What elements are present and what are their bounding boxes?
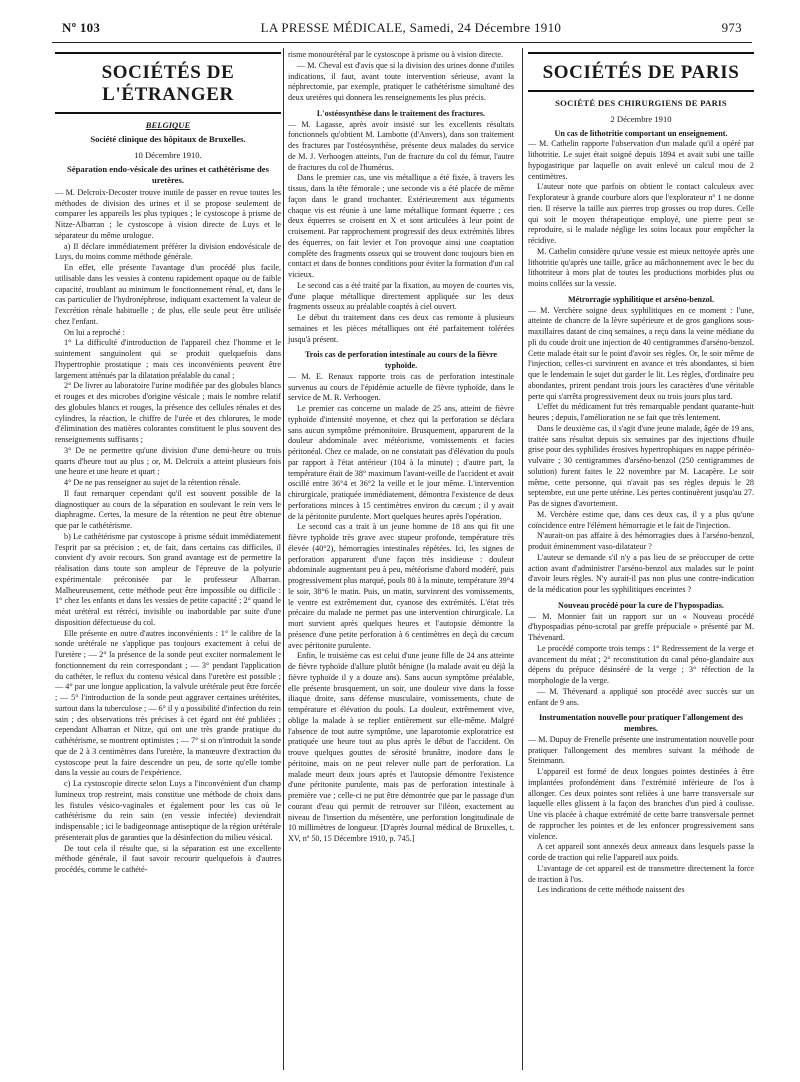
paragraph: — M. Thévenard a appliqué son procédé avec succès sur un enfant de 9 ans. <box>528 686 754 707</box>
column-1 <box>55 50 281 876</box>
session-date: 10 Décembre 1910. <box>134 149 202 160</box>
paragraph: 3° De ne permettre qu'une division d'une demi-heure ou trois quarts d'heure tout au plus ; or, M. Delcroix a atteint plusieurs fois une heure et une heure et quart ; <box>55 445 281 477</box>
paragraph: Dans le premier cas, une vis métallique a été fixée, à travers les tissus, dans la tête fémorale ; une seconde vis a été placée de même façon dans le grand trochanter. Extérieurement aux téguments chaque vis est réunie à une lame métallique formant équerre ; ces deux équerres se croisent en X et sont articulées à leur point de croisement. Par rapprochement progressif des deux extrémités libres des équerres, on fait levier et l'on provoque ainsi une coaptation complète des fragments osseux qui se trouvent donc toujours bien en contact et dans de bonnes conditions pour éviter la formation d'un cal vicieux. <box>288 173 514 279</box>
article-body <box>288 372 514 845</box>
issue-number: Nº 103 <box>62 20 101 35</box>
column-2 <box>288 50 514 845</box>
paragraph: A cet appareil sont annexés deux anneaux dans lesquels passe la corde de traction qui relie l'appareil aux poids. <box>528 842 754 862</box>
paragraph: Le premier cas concerne un malade de 25 ans, atteint de fièvre typhoïde d'intensité moyenne, et chez qui la perforation se déclara sans aucun symptôme prémonitoire. Brusquement, apparurent de la douleur abdominale avec météorisme, vomissements et facies péritonéal. Chez ce malade, on ne constatait pas d'élévation du pouls par rapport à l'état antérieur (104 à la minute) ; d'autre part, la température était de 38° maximum l'avant-veille de l'accident et avait oscillé entre 36°4 et 36°2 la veille et le jour même. L'intervention chirurgicale, pratiquée immédiatement, démontra l'existence de deux perforations minces à 15 centimètres environ du cæcum ; il y avait de la péritonite purulente. Mort quelques heures après l'opération. <box>288 404 514 521</box>
paragraph: — M. Lagasse, après avoir insisté sur les excellents résultats fonctionnels qu'obtient M. Lambotte (d'Anvers), dans son traitement des fractures par l'ostéosynthèse, présente deux malades du service de M. J. Verhoogen atteints, l'un de fracture du col du fémur, l'autre de fractures du col de l'humérus. <box>288 119 514 172</box>
section-banner: SOCIÉTÉS DE PARIS <box>528 52 754 92</box>
paragraph: — M. Dupuy de Frenelle présente une instrumentation nouvelle pour pratiquer l'allongement des membres suivant la méthode de Steinmann. <box>528 734 754 766</box>
paragraph: Dans le deuxième cas, il s'agit d'une jeune malade, âgée de 19 ans, traitée sans résultat depuis six semaines par des injections d'huile grise pour des syphilides érosives hypertrophiques en nappe périnéo-vulvaire ; 30 centigrammes d'arséno-benzol (250 centigrammes de solution) furent faites le 22 novembre par M. Lacapère. Le soir même, cette personne, qui n'avait pas ses règles depuis le 28 septembre, eut une perte utérine. Les pertes continuèrent jusqu'au 27. Pas de signes d'avortement. <box>528 423 754 508</box>
paragraph: L'appareil est formé de deux longues pointes destinées à être implantées profondément dans l'extrémité inférieure de l'os à allonger. Ces deux pointes sont reliées à une barre transversale sur laquelle elles glissent à la façon des branches d'un pied à coulisse. Une vis placée à chaque extrémité de cette barre transversale permet de rapprocher les pointes et de les enfoncer progressivement sans violence. <box>528 767 754 841</box>
paragraph: Le début du traitement dans ces deux cas remonte à plusieurs semaines et les pièces métalliques ont été parfaitement tolérées jusqu'à présent. <box>288 313 514 344</box>
paragraph: L'auteur note que parfois on obtient le contact calculeux avec l'explorateur à grande courbure alors que l'explorateur nº 1 ne donne rien. Il réserve la taille aux pierres trop grosses ou trop dures. Celle qui soit le moyen thérapeutique employé, une pierre peut se reproduire, si le malade néglige les soins locaux pour empêcher la récidive. <box>528 182 754 245</box>
society-heading: SOCIÉTÉ DES CHIRURGIENS DE PARIS <box>555 98 727 108</box>
paragraph: — M. Cheval est d'avis que si la division des urines donne d'utiles indications, il faut, avant toute intervention sérieuse, avant la néphrectomie, par exemple, pratiquer le cathétérisme simultané des deux uretères qui donnera les renseignements les plus précis. <box>288 60 514 102</box>
paragraph: L'avantage de cet appareil est de transmettre directement la force de traction à l'os. <box>528 863 754 884</box>
paragraph: Elle présente en outre d'autres inconvénients : 1° le calibre de la sonde urétérale ne s'applique pas toujours exactement à celui de l'uretère ; — 2° la présence de la sonde peut exciter normalement le fonctionnement du rein correspondant ; — 3° pendant l'application du cathéter, le reflux du contenu vésical dans l'uretère est possible ; — 4° par une longue application, la valvule urétérale peut être forcée ; — 5° l'introduction de la sonde peut aggraver certaines urétérites, surtout dans la tuberculose ; — 6° il y a possibilité d'infection du rein sain ; des observations très précises à cet égard ont été publiées ; cependant Albarran et Nitze, qui ont une très grande pratique du cathétérisme, se montrent optimistes ; — 7° si on n'introduit la sonde que de 2 à 3 centimètres dans l'uretère, la manœuvre d'extraction du cystoscope peut la faire descendre un peu, de sorte qu'elle tombe dans la vessie au cours de l'expérience. <box>55 628 281 778</box>
paragraph: De tout cela il résulte que, si la séparation est une excellente méthode générale, il faut savoir recourir quelquefois à d'autres procédés, comme le cathété- <box>55 843 281 874</box>
article-title: Trois cas de perforation intestinale au cours de la fièvre typhoïde. <box>304 350 498 370</box>
header-rule <box>52 42 752 43</box>
column-separator <box>522 48 523 1070</box>
article-title: Un cas de lithotritie comportant un enseignement. <box>554 128 728 138</box>
paragraph: 1° La difficulté d'introduction de l'appareil chez l'homme et le suintement sanguinolent qui se produit quelquefois dans l'hypertrophie prostatique ; mais ces inconvénients peuvent être largement atténués par la dilatation préalable du canal ; <box>55 338 281 380</box>
paragraph: b) Le cathétérisme par cystoscope à prisme séduit immédiatement l'esprit par sa précision ; et, de fait, dans certains cas difficiles, il convient d'y avoir recours. Son grand avantage est de permettre la réalisation dans toute son ampleur de l'épreuve de la polyurie expérimentale préconisée par le professeur Albarran. Malheureusement, cette méthode peut être impossible ou difficile : 1° chez les enfants et dans les vessies de petite capacité ; 2° quand le méat urétéral est rétréci, invisible ou inabordable par suite d'une disposition défectueuse du col. <box>55 531 281 627</box>
column-3 <box>528 50 754 896</box>
society-heading: Société clinique des hôpitaux de Bruxelles. <box>90 133 246 144</box>
paragraph: Les indications de cette méthode naissent des <box>537 885 685 895</box>
paragraph: N'aurait-on pas affaire à des hémorragies dues à l'arséno-benzol, produit éminemment vaso-dilatateur ? <box>528 531 754 551</box>
paragraph: — M. Verchère soigne deux syphilitiques en ce moment : l'une, atteinte de chancre de la lèvre supérieure et de gros ganglions sous-maxillaires datant de cinq semaines, a reçu dans la veine médiane du pli du coude droit une injection de 40 centigrammes d'arséno-benzol. Cette malade était sur le point d'avoir ses règles. Or, le soir même de l'injection, celles-ci survinrent en avance et très abondantes, si bien que le lendemain le sujet dut garder le lit. Les règles, d'ordinaire peu abondantes, prirent pendant trois jours les caractères d'une véritable perte qui s'arrêta progressivement deux ou trois jours plus tard. <box>528 305 754 401</box>
paragraph: Enfin, le troisième cas est celui d'une jeune fille de 24 ans atteinte de fièvre typhoïde d'allure plutôt bénigne (la malade avait eu déjà la fièvre typhoïde il y a douze ans). Sans aucun symptôme préalable, elle présente brusquement, un soir, une douleur vive dans la fosse iliaque droite, sans défense musculaire, vomissements, chute de température et élévation du pouls. La douleur, extrêmement vive, oblige la malade à se replier entièrement sur elle-même. Malgré l'absence de tout autre symptôme, une laparotomie exploratrice est pratiquée une heure tout au plus après le début de l'accident. On trouve quelques gouttes de sérosité brunâtre, inodore dans le péritoine, mais on ne peut relever nulle part de perforation. La malade meurt deux jours après et l'autopsie démontre l'existence d'une péritonite purulente, mais pas de perforation intestinale à première vue ; celle-ci ne put être démontrée que par le passage d'un courant d'eau qui permit de retrouver sur l'iléon, exactement au niveau de l'insertion du mésentère, une perforation longitudinale de 10 millimètres de longueur. [D'après Journal médical de Bruxelles, t. XV, nº 50, 15 Décembre 1910, p. 745.] <box>288 651 514 843</box>
article-body <box>528 735 754 896</box>
article-title: Nouveau procédé pour la cure de l'hypospadias. <box>558 600 724 610</box>
paragraph: En effet, elle présente l'avantage d'un procédé plus facile, utilisable dans les vessies à contenu rapidement opaque ou de faible capacité, troublant au minimum le fonctionnement rénal, et, dans le cas particulier de l'hydronéphrose, indiquant exactement la valeur de l'excrétion rénale habituelle ; de plus, elle seule peut être utilisée chez l'enfant. <box>55 263 281 326</box>
paragraph: M. Cathelin considère qu'une vessie est mieux nettoyée après une lithotritie qu'après une taille, grâce au mâchonnement avec le bec du lithotriteur à mors plat de toutes les productions morbides plus ou moins collées sur la vessie. <box>528 246 754 288</box>
article-body <box>528 612 754 709</box>
section-banner: SOCIÉTÉS DE L'ÉTRANGER <box>55 52 281 114</box>
paragraph: a) Il déclare immédiatement préférer la division endovésicale de Luys, du moins comme méthode générale. <box>55 241 281 262</box>
article-title: Séparation endo-vésicale des urines et cathétérisme des uretères. <box>67 164 269 185</box>
paragraph: — M. Monnier fait un rapport sur un « Nouveau procédé d'hypospadias péno-scrotal par greffe prépuciale » présenté par M. Thévenard. <box>528 611 754 642</box>
article-body <box>528 306 754 596</box>
paragraph: On lui a reproché : <box>64 327 125 337</box>
paragraph: c) La cystoscopie directe selon Luys a l'inconvénient d'un champ lumineux trop restreint, mais constitue une méthode de choix dans les fistules vésico-vaginales et également pour les cas où le cathétérisme du rein sain (en vessie infectée) deviendrait indispensable ; ici le badigeonnage antiseptique de la région urétérale présenterait plus de garanties que la désinfection du milieu vésical. <box>55 779 281 842</box>
paragraph: — M. Delcroix-Decoster trouve inutile de passer en revue toutes les méthodes de division des urines et il se propose seulement de comparer les appareils les plus typiques ; le cystoscope à prisme de Nitze-Albarran ; le cystoscope à vision directe de Luys et le séparateur du même urologue. <box>55 187 281 240</box>
country-heading: BELGIQUE <box>145 120 191 130</box>
paragraph: — M. E. Renaux rapporte trois cas de perforation intestinale survenus au cours de l'épidémie actuelle de fièvre typhoïde, dans le service de M. R. Verhoogen. <box>288 371 514 403</box>
paragraph: risme monourétéral par le cystoscope à prisme ou à vision directe. <box>288 50 504 59</box>
journal-title: LA PRESSE MÉDICALE, Samedi, 24 Décembre 1910 <box>260 20 562 35</box>
paragraph: 4° De ne pas renseigner au sujet de la rétention rénale. <box>64 478 241 487</box>
article-title: L'ostéosynthèse dans le traitement des fractures. <box>316 108 486 118</box>
article-body <box>528 139 754 290</box>
article-body <box>288 50 514 104</box>
article-body <box>288 120 514 346</box>
running-header <box>62 20 742 42</box>
paragraph: M. Verchère estime que, dans ces deux cas, il y a plus qu'une coïncidence entre l'élément hémorragie et le fait de l'injection. <box>528 509 754 530</box>
paragraph: — M. Cathelin rapporte l'observation d'un malade qu'il a opéré par lithotritie. Le sujet était soigné depuis 1894 et avait subi une taille hypogastrique par laquelle on avait enlevé un calcul mou de 2 centimètres. <box>528 139 754 181</box>
article-body <box>55 188 281 876</box>
paragraph: L'effet du médicament fut très remarquable pendant quarante-huit heures ; depuis, l'amélioration ne se fait que très lentement. <box>528 402 754 422</box>
article-title: Métrorragie syphilitique et arséno-benzol. <box>567 294 715 304</box>
page-number: 973 <box>721 20 742 35</box>
paragraph: Il faut remarquer cependant qu'il est souvent possible de la diagnostiquer au cours de la séparation en soulevant le rein vers le diaphragme. Certes, la mesure de la rétention ne peut être obtenue que par le cathétérisme. <box>55 488 281 530</box>
paragraph: Le second cas a été traité par la fixation, au moyen de courtes vis, d'une plaque métallique directement appliquée sur les deux fragments osseux au préalable coaptés à ciel ouvert. <box>288 280 514 312</box>
article-title: Instrumentation nouvelle pour pratiquer l'allongement des membres. <box>539 713 743 733</box>
column-separator <box>283 48 284 1070</box>
paragraph: Le second cas a trait à un jeune homme de 18 ans qui fit une fièvre typhoïde très grave avec stupeur profonde, température très élevée (40°2), hémorragies intestinales répétées. Ici, les signes de perforation apparurent d'une façon très insidieuse : douleur abdominale augmentant peu à peu, météorisme d'abord modéré, puis progressivement plus marqué, pouls 80 à la minute, température 39°4 le soir, 38°6 le matin. Puis, un matin, survinrent des vomissements, le ventre est extrêmement dur, cyanose des extrémités. L'état très précaire du malade ne permet pas une intervention chirurgicale. La mort survient après quelques heures et l'autopsie démontre la présence d'une petite perforation à 6 centimètres en deçà du cæcum avec péritonite purulente. <box>288 522 514 650</box>
paragraph: L'auteur se demande s'il n'y a pas lieu de se préoccuper de cette action avant d'administrer l'arséno-benzol aux malades sur le point d'avoir leurs règles. N'y aurait-il pas non plus une contre-indication de la médication pour les syphilitiques enceintes ? <box>528 552 754 594</box>
session-date: 2 Décembre 1910 <box>610 113 672 124</box>
paragraph: 2° De livrer au laboratoire l'urine modifiée par des globules blancs et rouges et des microbes d'origine vésicale ; mais le nombre relatif des globules blancs et rouges, la présence des cellules rénales et des cylindres, la réaction, le chiffre de l'urée et des chlorures, le mode d'élimination des matières colorantes constituent le plus souvent des renseignements suffisants ; <box>55 381 281 444</box>
paragraph: Le procédé comporte trois temps : 1° Redressement de la verge et avancement du méat ; 2° reconstitution du canal péno-glandaire aux dépens du prépuce désinséré de la verge ; 3° réfection de la morphologie de la verge. <box>528 643 754 685</box>
